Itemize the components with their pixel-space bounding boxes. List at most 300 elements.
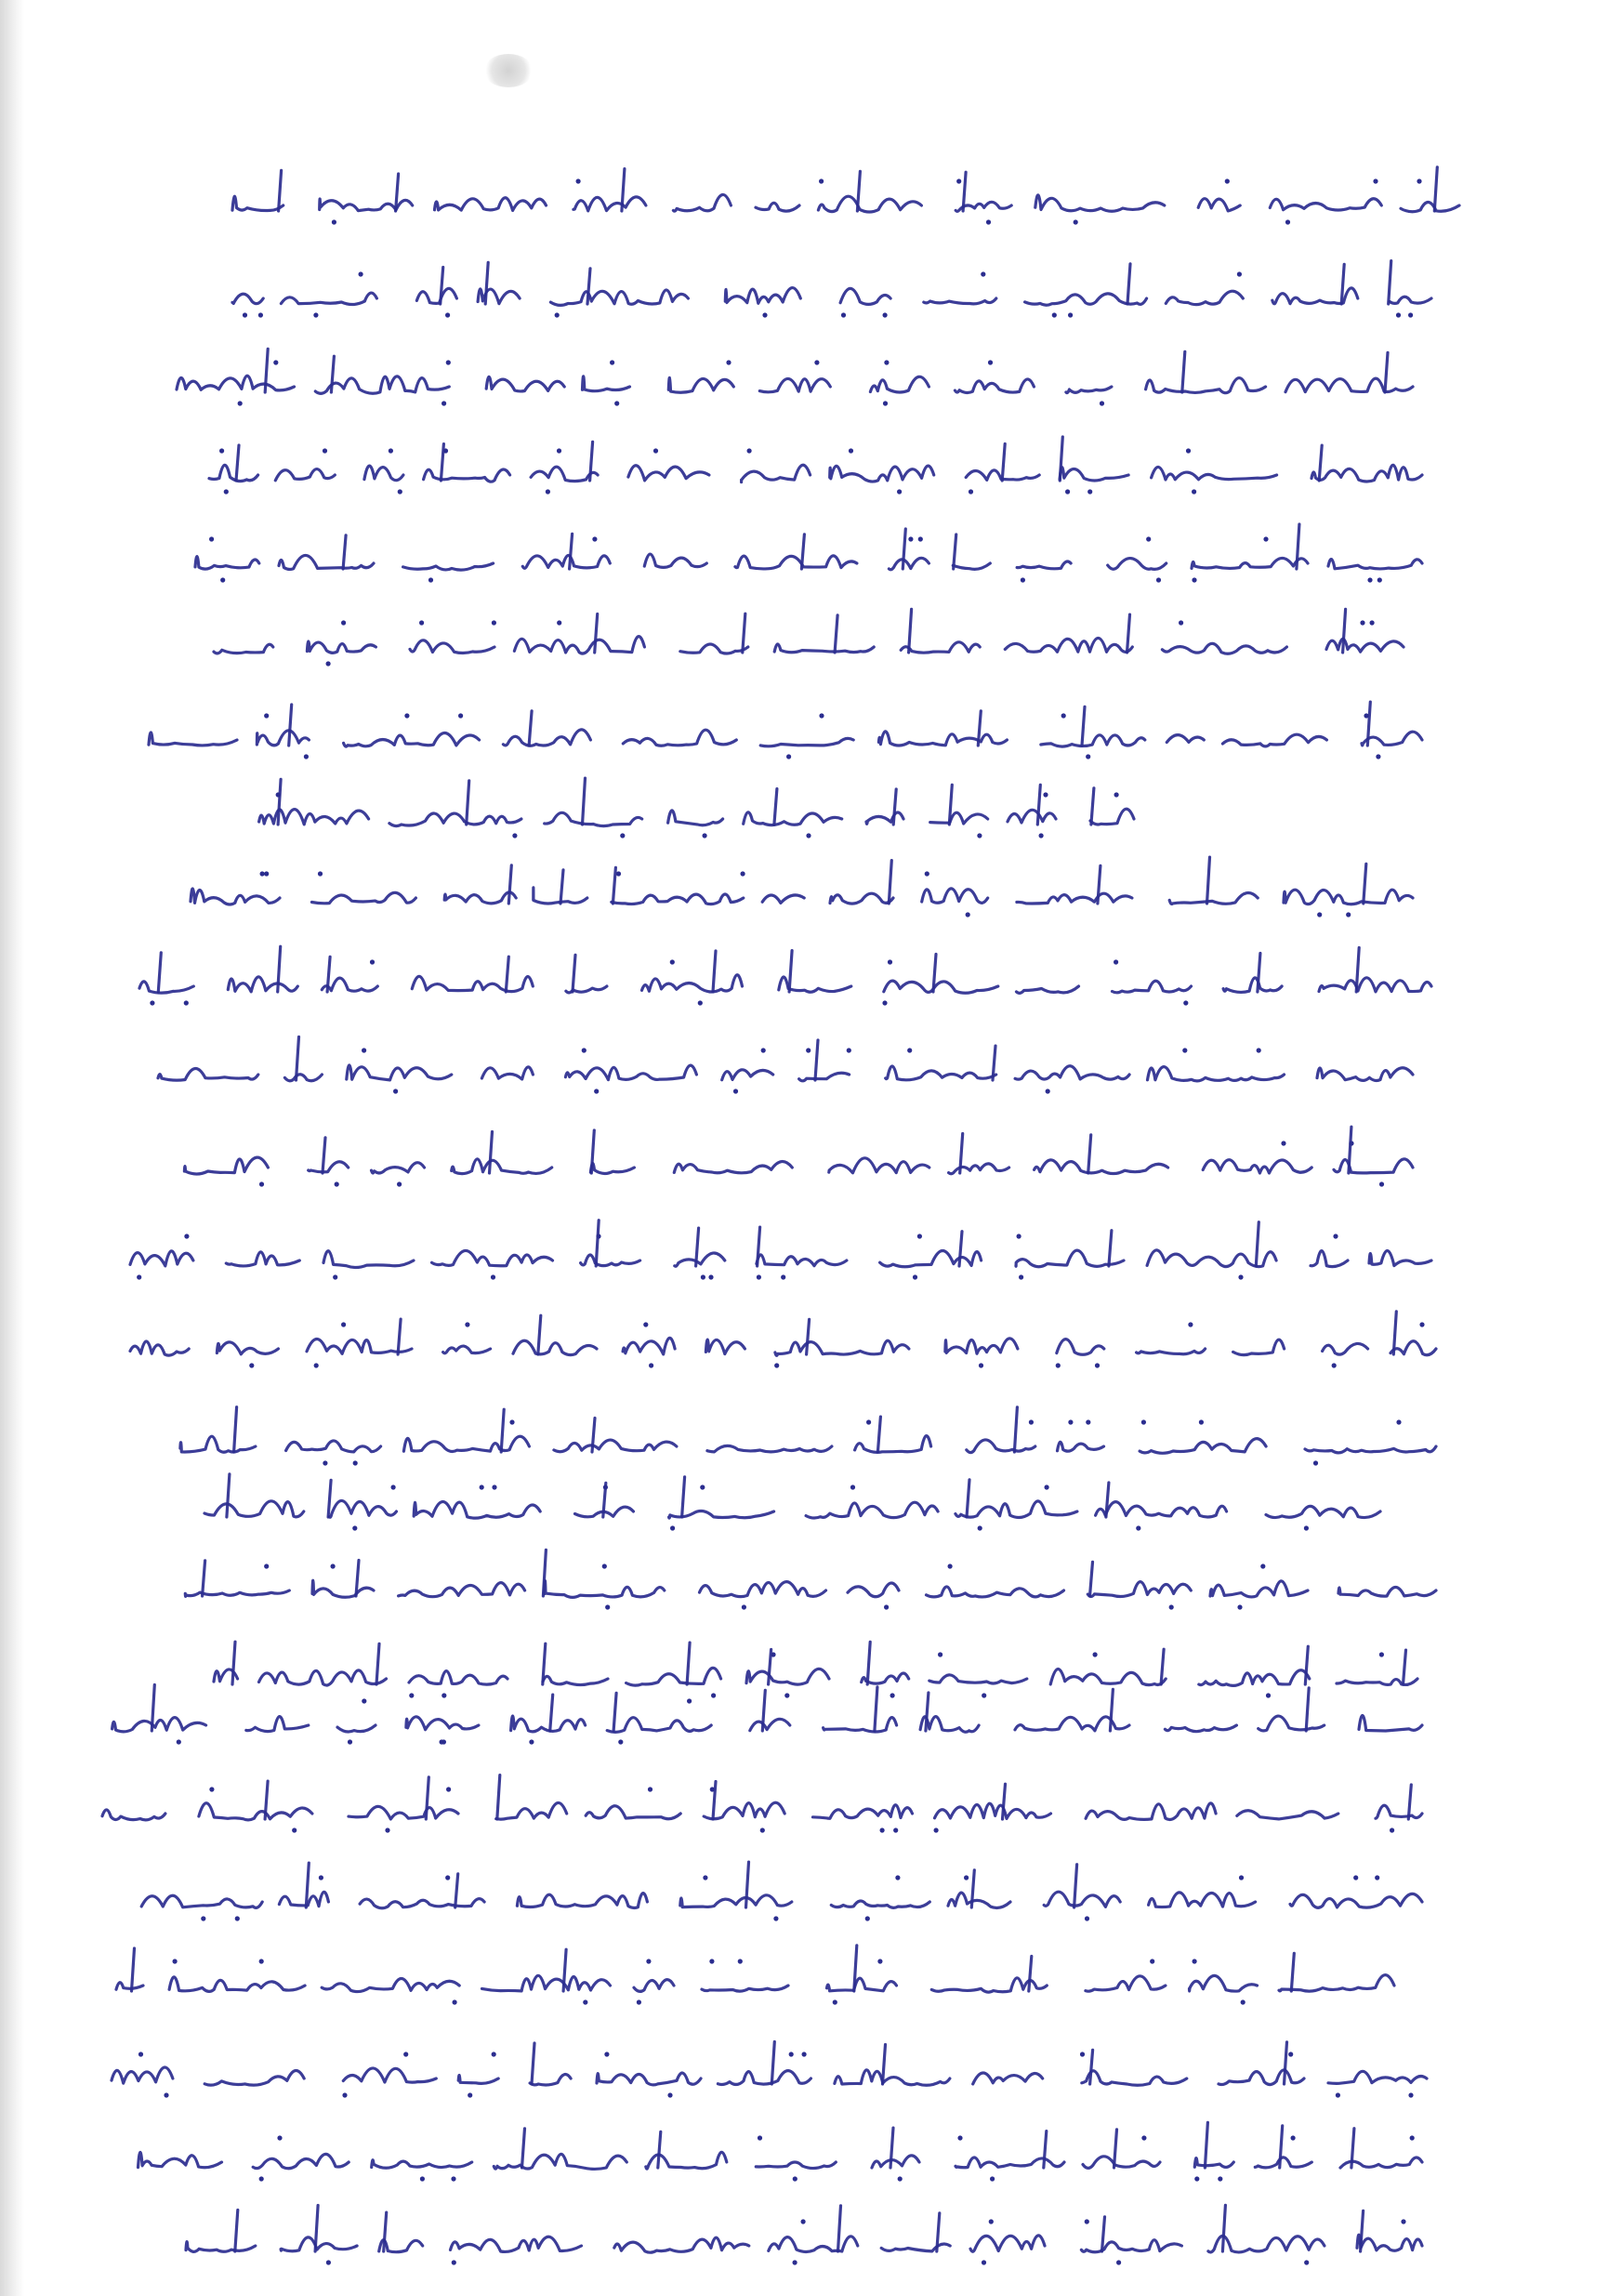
ink-stroke [807, 1319, 810, 1354]
ink-stroke [1285, 378, 1413, 392]
ink-stroke [1207, 857, 1210, 904]
ink-stroke [756, 2162, 836, 2169]
ink-stroke [149, 732, 237, 746]
ink-dot [442, 1693, 446, 1697]
ink-dot [359, 271, 363, 276]
ink-stroke [872, 2156, 919, 2168]
ink-stroke [824, 1718, 897, 1732]
ink-stroke [949, 1164, 1009, 1174]
ink-dot [209, 1787, 214, 1791]
ink-stroke [1389, 261, 1391, 304]
ink-stroke [583, 778, 586, 825]
ink-stroke [725, 288, 800, 304]
ink-stroke [673, 194, 731, 211]
ink-stroke [1017, 986, 1079, 993]
handwritten-line-text [0, 200, 1, 201]
ink-stroke [409, 1671, 507, 1685]
ink-stroke [1074, 1865, 1077, 1907]
ink-stroke [416, 288, 456, 303]
ink-stroke [634, 1980, 674, 1992]
ink-stroke [508, 865, 511, 904]
ink-stroke [1035, 1160, 1168, 1174]
ink-stroke [158, 953, 161, 992]
ink-dot [982, 1693, 986, 1697]
ink-stroke [1401, 203, 1459, 212]
ink-dot [1045, 1484, 1049, 1489]
ink-stroke [289, 705, 292, 746]
ink-stroke [1198, 199, 1240, 211]
ink-dot [605, 1604, 610, 1609]
ink-dot [1317, 912, 1322, 917]
ink-stroke [195, 557, 259, 570]
handwritten-line [204, 1474, 1380, 1531]
ink-stroke [1017, 561, 1071, 569]
ink-stroke [954, 534, 956, 569]
ink-stroke [1357, 2235, 1422, 2250]
ink-dot [491, 1274, 495, 1279]
ink-dot [583, 1999, 587, 2004]
ink-stroke [226, 1252, 299, 1266]
ink-stroke [372, 2160, 472, 2169]
ink-stroke [870, 376, 929, 392]
ink-stroke [883, 2045, 886, 2085]
ink-stroke [503, 730, 590, 746]
ink-stroke [1114, 2130, 1117, 2168]
handwritten-line [112, 2042, 1427, 2098]
ink-dot [465, 1322, 469, 1326]
ink-dot [333, 1274, 337, 1279]
ink-dot [703, 833, 707, 838]
ink-dot [969, 489, 973, 494]
ink-dot [1141, 1419, 1146, 1424]
ink-stroke [1323, 1343, 1368, 1354]
ink-dot [314, 1363, 319, 1367]
handwritten-line-text [0, 1673, 1, 1674]
ink-stroke [1311, 1251, 1348, 1267]
ink-stroke [545, 1581, 665, 1598]
ink-dot [557, 620, 561, 625]
ink-dot [784, 1693, 789, 1697]
ink-dot [1313, 1460, 1318, 1465]
ink-stroke [1362, 732, 1422, 746]
ink-stroke [152, 1685, 154, 1732]
ink-dot [1029, 1419, 1034, 1424]
ink-dot [667, 2092, 672, 2097]
ink-stroke [1190, 1975, 1258, 1991]
ink-stroke [1091, 788, 1094, 825]
ink-stroke [432, 1250, 553, 1265]
ink-dot [313, 312, 318, 317]
ink-dot [1375, 1875, 1379, 1880]
ink-stroke [830, 893, 893, 904]
ink-dot [1086, 1419, 1090, 1424]
ink-stroke [235, 2210, 238, 2252]
ink-dot [304, 754, 309, 759]
ink-dot [1056, 1363, 1061, 1367]
handwritten-line-text [0, 1255, 1, 1256]
handwritten-line [139, 946, 1431, 1005]
ink-stroke [347, 1065, 452, 1080]
ink-dot [264, 713, 269, 718]
ink-dot [1238, 1274, 1243, 1279]
ink-stroke [644, 554, 706, 567]
ink-stroke [1334, 1159, 1413, 1173]
ink-dot [1017, 1234, 1021, 1238]
ink-stroke [1266, 1506, 1380, 1517]
ink-stroke [956, 1501, 1077, 1518]
ink-dot [353, 1460, 358, 1465]
ink-stroke [337, 1725, 376, 1732]
ink-stroke [112, 1718, 206, 1732]
ink-stroke [713, 951, 716, 992]
ink-stroke [924, 298, 996, 304]
handwritten-line-text [0, 813, 1, 814]
handwritten-line-text [0, 1343, 1, 1344]
ink-dot [258, 312, 263, 317]
ink-stroke [658, 2131, 661, 2168]
ink-stroke [467, 781, 469, 825]
ink-stroke [441, 268, 443, 305]
handwritten-line-text [0, 1069, 1, 1070]
ink-dot [988, 360, 993, 364]
ink-stroke [403, 1436, 529, 1451]
ink-stroke [389, 813, 521, 826]
ink-dot [908, 536, 913, 541]
ink-stroke [1328, 560, 1422, 569]
ink-dot [209, 536, 214, 541]
ink-stroke [343, 2068, 436, 2082]
ink-stroke [1376, 1805, 1422, 1818]
ink-stroke [855, 1436, 931, 1453]
ink-stroke [959, 1232, 962, 1266]
ink-stroke [1223, 978, 1282, 993]
ink-stroke [1343, 609, 1346, 653]
ink-stroke [514, 637, 644, 653]
ink-stroke [878, 732, 1007, 746]
ink-dot [1199, 1419, 1204, 1424]
ink-stroke [886, 1066, 996, 1080]
ink-dot [173, 1959, 178, 1963]
ink-dot [986, 219, 991, 224]
ink-dot [850, 1484, 855, 1489]
ink-dot [1114, 792, 1119, 797]
ink-dot [1074, 219, 1078, 224]
ink-dot [235, 1916, 240, 1920]
ink-dot [259, 1959, 264, 1963]
ink-stroke [506, 957, 508, 992]
ink-stroke [884, 981, 998, 993]
handwritten-line [149, 702, 1422, 759]
ink-dot [592, 536, 597, 541]
ink-stroke [138, 2152, 222, 2167]
handwritten-line-text [0, 381, 1, 382]
ink-dot [442, 401, 446, 405]
ink-stroke [530, 2075, 571, 2085]
ink-stroke [801, 534, 804, 569]
ink-stroke [893, 789, 896, 825]
ink-dot [918, 536, 923, 541]
ink-stroke [1391, 1341, 1436, 1355]
ink-stroke [1029, 1957, 1032, 1992]
ink-dot [419, 620, 424, 625]
ink-dot [273, 360, 278, 364]
handwritten-line [184, 1127, 1413, 1186]
ink-stroke [1210, 1581, 1308, 1597]
ink-stroke [1035, 195, 1165, 211]
ink-stroke [344, 733, 480, 747]
handwritten-line-text [0, 1720, 1, 1721]
ink-stroke [232, 294, 263, 303]
ink-stroke [762, 895, 804, 903]
ink-dot [789, 2052, 794, 2056]
ink-dot [738, 1959, 743, 1963]
ink-stroke [1044, 1892, 1120, 1907]
ink-stroke [513, 1340, 597, 1354]
ink-stroke [315, 2206, 318, 2252]
ink-stroke [1014, 1407, 1017, 1452]
ink-stroke [199, 1803, 312, 1820]
handwritten-line-text [0, 641, 1, 642]
handwritten-line-text [0, 1441, 1, 1442]
ink-stroke [920, 1717, 979, 1733]
ink-stroke [903, 529, 905, 569]
ink-dot [224, 489, 229, 494]
ink-stroke [452, 1159, 552, 1174]
ink-stroke [227, 1474, 230, 1517]
ink-stroke [746, 1862, 749, 1907]
ink-stroke [1328, 2071, 1427, 2083]
ink-stroke [444, 892, 516, 904]
ink-dot [1419, 1322, 1424, 1326]
ink-stroke [279, 555, 374, 569]
ink-stroke [130, 1251, 193, 1266]
ink-dot [774, 1363, 779, 1367]
ink-stroke [253, 2154, 349, 2168]
ink-dot [177, 1739, 181, 1744]
handwritten-line [232, 261, 1431, 318]
ink-stroke [713, 1782, 716, 1820]
ink-dot [1263, 536, 1268, 541]
ink-dot [1136, 1525, 1140, 1530]
ink-dot [1218, 2176, 1222, 2181]
ink-stroke [1015, 1066, 1129, 1079]
ink-dot [602, 1564, 607, 1568]
ink-dot [391, 1484, 396, 1489]
handwritten-line [191, 857, 1413, 917]
ink-stroke [590, 442, 593, 481]
ink-stroke [186, 2242, 256, 2252]
ink-dot [771, 1652, 775, 1656]
ink-stroke [486, 376, 564, 391]
ink-dot [711, 1693, 716, 1697]
ink-stroke [669, 1511, 774, 1519]
ink-dot [468, 2092, 472, 2097]
ink-dot [1086, 754, 1090, 759]
ink-dot [1281, 1141, 1285, 1145]
ink-stroke [1108, 559, 1166, 570]
ink-dot [509, 1419, 514, 1424]
ink-stroke [102, 1810, 165, 1820]
ink-dot [614, 401, 619, 405]
ink-dot [1379, 1652, 1384, 1656]
ink-stroke [1146, 378, 1266, 393]
ink-dot [793, 2176, 797, 2181]
ink-stroke [889, 558, 929, 569]
ink-dot [884, 360, 889, 364]
ink-dot [1237, 1604, 1242, 1609]
ink-stroke [204, 2070, 304, 2085]
ink-stroke [586, 1806, 680, 1819]
ink-dot [802, 2052, 807, 2056]
ink-dot [446, 1787, 451, 1791]
ink-stroke [398, 1319, 401, 1354]
ink-stroke [1161, 1649, 1164, 1684]
ink-dot [977, 833, 982, 838]
ink-dot [331, 1564, 336, 1568]
ink-dot [884, 1604, 889, 1609]
ink-stroke [257, 731, 309, 746]
ink-stroke [1194, 2158, 1233, 2168]
ink-dot [1225, 178, 1230, 183]
ink-stroke [707, 1445, 832, 1452]
ink-stroke [214, 644, 273, 653]
ink-dot [1364, 713, 1368, 718]
ink-stroke [315, 376, 449, 393]
ink-stroke [700, 1582, 826, 1597]
ink-stroke [1385, 352, 1388, 392]
ink-stroke [497, 1775, 500, 1819]
ink-dot [512, 833, 517, 838]
ink-dot [865, 1916, 870, 1920]
ink-stroke [945, 1339, 1018, 1353]
handwritten-line-text [0, 293, 1, 294]
ink-stroke [1390, 297, 1431, 303]
ink-dot [1019, 1274, 1023, 1279]
ink-dot [1146, 536, 1151, 541]
ink-stroke [1008, 810, 1056, 823]
ink-dot [576, 178, 581, 183]
ink-dot [409, 1693, 414, 1697]
ink-stroke [1259, 1716, 1325, 1731]
ink-dot [989, 2219, 994, 2223]
ink-dot [323, 1460, 327, 1465]
ink-stroke [680, 644, 748, 653]
ink-dot [786, 754, 791, 759]
handwritten-line-text [0, 734, 1, 735]
ink-dot [616, 871, 621, 876]
ink-stroke [799, 1073, 850, 1081]
ink-dot [1376, 754, 1380, 759]
ink-stroke [522, 2129, 525, 2168]
ink-stroke [789, 951, 792, 992]
handwritten-line [195, 524, 1422, 583]
ink-dot [445, 1875, 450, 1880]
ink-dot [546, 489, 550, 494]
ink-stroke [426, 1777, 428, 1819]
ink-stroke [1270, 199, 1381, 210]
ink-stroke [757, 1255, 847, 1266]
ink-dot [1068, 312, 1073, 317]
ink-stroke [320, 199, 413, 211]
ink-stroke [973, 2073, 1043, 2084]
ink-stroke [1041, 735, 1145, 746]
ink-stroke [184, 1157, 268, 1174]
ink-stroke [279, 170, 282, 211]
ink-dot [866, 1419, 871, 1424]
ink-dot [259, 1181, 264, 1186]
ink-dot [603, 1484, 608, 1489]
ink-dot [319, 1875, 323, 1880]
ink-stroke [406, 1717, 479, 1730]
ink-dot [781, 1274, 785, 1279]
ink-dot [913, 1274, 917, 1279]
ink-stroke [1096, 1502, 1227, 1517]
ink-stroke [1166, 291, 1243, 304]
ink-stroke [769, 2237, 858, 2252]
handwritten-line-text [0, 892, 1, 893]
ink-dot [1043, 792, 1048, 797]
ink-stroke [674, 1162, 792, 1173]
ink-stroke [929, 1675, 1027, 1683]
ink-stroke [955, 379, 1034, 393]
ink-stroke [1058, 1442, 1104, 1451]
ink-dot [670, 1525, 675, 1530]
ink-stroke [279, 1892, 328, 1906]
ink-dot [362, 1048, 366, 1052]
ink-stroke [623, 1338, 675, 1354]
ink-stroke [1359, 1715, 1422, 1731]
ink-dot [1390, 1828, 1394, 1832]
ink-dot [219, 448, 224, 453]
ink-stroke [560, 870, 563, 904]
ink-stroke [443, 1346, 491, 1353]
ink-dot [326, 661, 331, 666]
ink-stroke [158, 1068, 258, 1080]
ink-dot [1068, 1419, 1073, 1424]
ink-stroke [835, 615, 837, 653]
ink-stroke [1165, 1725, 1236, 1732]
ink-stroke [696, 1228, 699, 1266]
ink-dot [610, 360, 614, 364]
ink-dot [1065, 489, 1070, 494]
ink-dot [637, 1999, 641, 2004]
ink-dot [596, 1234, 600, 1238]
ink-dot [990, 2176, 995, 2181]
ink-stroke [750, 1719, 790, 1730]
ink-stroke [1057, 1339, 1104, 1355]
ink-dot [1085, 2219, 1089, 2223]
ink-stroke [967, 1480, 969, 1517]
ink-stroke [1319, 445, 1322, 481]
ink-stroke [1166, 735, 1204, 743]
ink-stroke [889, 861, 891, 904]
ink-dot [849, 448, 853, 453]
ink-dot [1304, 2260, 1309, 2264]
ink-stroke [1127, 614, 1130, 653]
ink-dot [323, 448, 327, 453]
ink-stroke [718, 2071, 811, 2085]
ink-stroke [1256, 1222, 1259, 1266]
ink-stroke [1237, 1811, 1338, 1819]
ink-stroke [1152, 467, 1277, 480]
ink-stroke [774, 789, 777, 825]
ink-stroke [228, 977, 297, 992]
ink-stroke [1109, 1231, 1112, 1266]
handwritten-line [185, 1550, 1436, 1609]
ink-stroke [307, 641, 376, 653]
ink-stroke [323, 1138, 325, 1173]
ink-stroke [1137, 1349, 1206, 1354]
